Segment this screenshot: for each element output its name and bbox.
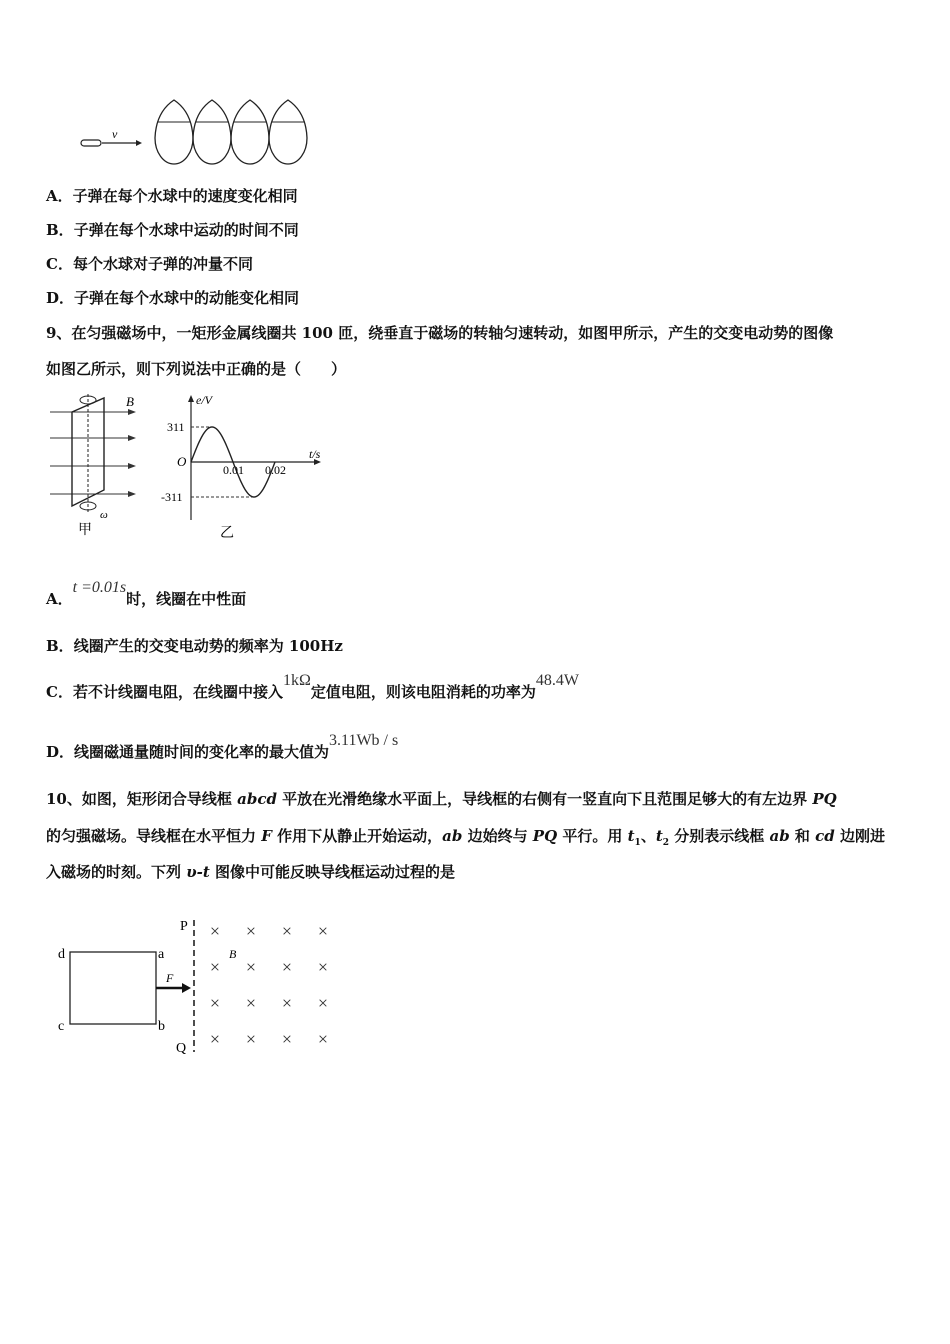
label-field-b: B	[229, 947, 237, 961]
text: 、	[640, 827, 656, 845]
water-balls-figure	[78, 98, 318, 170]
velocity-arrowhead	[136, 140, 142, 146]
force-arrowhead	[182, 983, 191, 993]
option-text: 子弹在每个水球中的速度变化相同	[72, 187, 298, 205]
field-marker: ×	[317, 921, 329, 941]
emf-chart-yi	[158, 392, 338, 542]
option-math: 3.11Wb / s	[329, 732, 399, 749]
coil-figure-jia	[44, 394, 154, 542]
field-marker: ×	[281, 993, 293, 1013]
t-tick-label-2: 0.02	[265, 463, 286, 477]
wire-frame-abcd	[70, 952, 156, 1024]
option-math-resistance: 1kΩ	[282, 672, 311, 689]
y-min-label: -311	[161, 490, 183, 504]
option-text: 时，线圈在中性面	[126, 590, 247, 608]
q9-option-b[interactable]	[46, 636, 343, 656]
text: t	[627, 827, 635, 845]
t-tick-label-1: 0.01	[223, 463, 244, 477]
q8-option-a[interactable]	[46, 186, 298, 206]
option-letter: A．	[46, 590, 73, 608]
option-text: 定值电阻，则该电阻消耗的功率为	[310, 683, 536, 701]
origin-label: O	[177, 454, 187, 469]
option-math: t =0.01s	[72, 579, 127, 596]
option-text: 每个水球对子弹的冲量不同	[72, 255, 253, 273]
q9-stem-line-2: 如图乙所示，则下列说法中正确的是（ ）	[46, 360, 347, 378]
label-q: Q	[176, 1041, 187, 1056]
option-text: 线圈磁通量随时间的变化率的最大值为	[74, 743, 330, 761]
text: 平行。用	[557, 827, 628, 845]
figure-yi-caption: 乙	[220, 526, 234, 541]
q10-stem-line-2	[46, 826, 885, 853]
text: 1	[634, 838, 641, 848]
text: 10、如图，矩形闭合导线框	[46, 790, 238, 808]
option-text: 子弹在每个水球中运动的时间不同	[73, 221, 299, 239]
field-marker: ×	[245, 921, 257, 941]
y-axis-label: e/V	[196, 393, 212, 407]
text: 边刚进	[834, 827, 886, 845]
q10-stem-line-1	[46, 789, 837, 809]
text: PQ	[812, 790, 837, 808]
label-a: a	[158, 947, 165, 962]
option-text: 线圈产生的交变电动势的频率为 100Hz	[73, 637, 343, 655]
field-marker: ×	[317, 957, 329, 977]
q10-stem-line-3	[46, 862, 455, 882]
text: 图像中可能反映导线框运动过程的是	[209, 863, 456, 881]
text: υ-t	[186, 863, 210, 881]
label-p: P	[180, 919, 188, 934]
field-marker: ×	[317, 993, 329, 1013]
frame-field-figure	[52, 912, 342, 1060]
option-letter: B．	[46, 637, 74, 655]
q9-option-a[interactable]	[46, 579, 247, 610]
field-marker: ×	[281, 957, 293, 977]
figure-jia-caption: 甲	[78, 523, 92, 538]
label-f: F	[166, 971, 174, 985]
field-marker: ×	[317, 1029, 329, 1049]
field-marker: ×	[281, 1029, 293, 1049]
field-marker: ×	[209, 921, 221, 941]
q9-option-c[interactable]	[46, 672, 579, 703]
text: 2	[662, 838, 670, 848]
t-axis-label: t/s	[309, 447, 321, 461]
option-text: 若不计线圈电阻，在线圈中接入	[72, 683, 283, 701]
field-marker: ×	[209, 993, 221, 1013]
text: PQ	[532, 827, 558, 845]
q8-option-b[interactable]	[46, 220, 299, 240]
field-marker: ×	[245, 993, 257, 1013]
option-letter: C．	[46, 683, 73, 701]
field-markers	[210, 921, 328, 1049]
q8-option-c[interactable]	[46, 254, 253, 274]
text: ab	[442, 827, 463, 845]
option-text: 子弹在每个水球中的动能变化相同	[74, 289, 300, 307]
water-ball-2	[193, 100, 231, 164]
water-ball-1	[155, 100, 193, 164]
field-b-label: B	[126, 394, 134, 409]
q8-option-d[interactable]	[46, 288, 299, 308]
text: t	[655, 827, 663, 845]
text: 边始终与	[462, 827, 533, 845]
text: 入磁场的时刻。下列	[46, 863, 187, 881]
option-letter: C．	[46, 255, 73, 273]
field-marker: ×	[245, 957, 257, 977]
field-marker: ×	[245, 1029, 257, 1049]
text: F	[261, 827, 272, 845]
label-c: c	[58, 1019, 65, 1034]
field-marker: ×	[209, 957, 221, 977]
option-letter: D．	[46, 289, 75, 307]
option-letter: D．	[46, 743, 75, 761]
field-marker: ×	[209, 1029, 221, 1049]
option-math-power: 48.4W	[535, 672, 579, 689]
water-ball-4	[269, 100, 307, 164]
option-letter: A．	[46, 187, 73, 205]
water-ball-3	[231, 100, 269, 164]
bullet	[81, 140, 101, 146]
text: cd	[815, 827, 835, 845]
omega-label: ω	[100, 509, 108, 521]
q9-option-d[interactable]	[46, 732, 399, 763]
text: 分别表示线框	[669, 827, 770, 845]
text: 的匀强磁场。导线框在水平恒力	[46, 827, 262, 845]
text: 和	[789, 827, 816, 845]
label-b: b	[158, 1019, 165, 1034]
text: 作用下从静止开始运动，	[271, 827, 443, 845]
text: 平放在光滑绝缘水平面上，导线框的右侧有一竖直向下且范围足够大的有左边界	[276, 790, 813, 808]
text: ab	[769, 827, 790, 845]
label-d: d	[58, 947, 65, 962]
text: abcd	[237, 790, 277, 808]
option-letter: B．	[46, 221, 74, 239]
y-max-label: 311	[167, 420, 185, 434]
velocity-label: v	[112, 127, 118, 141]
q9-stem-line-1: 9、在匀强磁场中，一矩形金属线圈共 100 匝，绕垂直于磁场的转轴匀速转动，如图甲所示，产生的交变电动势的图像	[46, 324, 834, 342]
field-marker: ×	[281, 921, 293, 941]
